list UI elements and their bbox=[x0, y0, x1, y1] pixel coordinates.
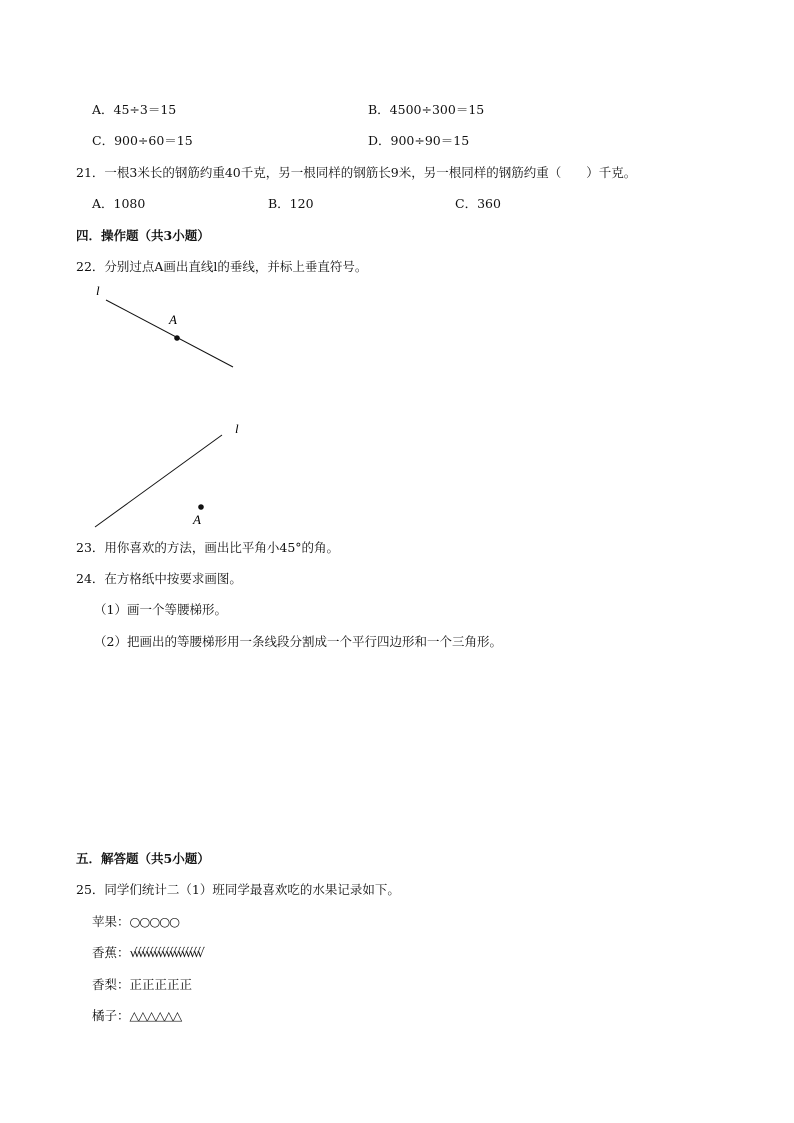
q22-fig1-point bbox=[174, 335, 180, 341]
tally-marks: ○○○○○ bbox=[129, 914, 180, 929]
q20-option-c: C．900÷60＝15 bbox=[92, 133, 193, 148]
q22-fig2-point-label: A bbox=[193, 512, 201, 527]
q24-sub2: （2）把画出的等腰梯形用一条线段分割成一个平行四边形和一个三角形。 bbox=[94, 634, 502, 649]
q22-fig2-point bbox=[198, 504, 204, 510]
q22-fig1-line-label: l bbox=[96, 283, 100, 298]
q25-row-orange bbox=[92, 1008, 181, 1024]
q25-row-banana bbox=[92, 945, 201, 961]
q23-stem: 23．用你喜欢的方法，画出比平角小45°的角。 bbox=[76, 540, 340, 555]
fruit-label: 香蕉： bbox=[92, 945, 130, 960]
q22-stem: 22．分别过点A画出直线l的垂线，并标上垂直符号。 bbox=[76, 259, 368, 274]
section4-heading: 四．操作题（共3小题） bbox=[76, 228, 210, 243]
q22-fig2-line-label: l bbox=[235, 421, 239, 436]
q20-option-a: A．45÷3＝15 bbox=[92, 102, 177, 117]
fruit-label: 苹果： bbox=[92, 914, 130, 929]
tally-marks: √√√√√√√√√√√√√√√√√√ bbox=[129, 945, 201, 960]
q24-sub1: （1）画一个等腰梯形。 bbox=[94, 602, 227, 617]
q25-stem: 25．同学们统计二（1）班同学最喜欢吃的水果记录如下。 bbox=[76, 882, 400, 897]
q21-option-b: B．120 bbox=[268, 196, 314, 211]
tally-marks: △△△△△△ bbox=[129, 1008, 182, 1023]
q25-row-apple bbox=[92, 914, 179, 930]
q24-stem: 24．在方格纸中按要求画图。 bbox=[76, 571, 242, 586]
section5-heading: 五．解答题（共5小题） bbox=[76, 851, 210, 866]
q21-option-a: A．1080 bbox=[92, 196, 146, 211]
q20-option-d: D．900÷90＝15 bbox=[368, 133, 470, 148]
q20-option-b: B．4500÷300＝15 bbox=[368, 102, 485, 117]
q22-fig2-line bbox=[95, 435, 222, 527]
tally-marks: 正正正正正 bbox=[129, 977, 193, 992]
q22-fig1-point-label: A bbox=[169, 312, 177, 327]
q25-row-pear bbox=[92, 977, 192, 993]
q22-fig1-line bbox=[106, 300, 233, 367]
q21-option-c: C．360 bbox=[455, 196, 501, 211]
fruit-label: 香梨： bbox=[92, 977, 130, 992]
q21-stem: 21．一根3米长的钢筋约重40千克，另一根同样的钢筋长9米，另一根同样的钢筋约重（ ）千克。 bbox=[76, 165, 637, 180]
fruit-label: 橘子： bbox=[92, 1008, 130, 1023]
